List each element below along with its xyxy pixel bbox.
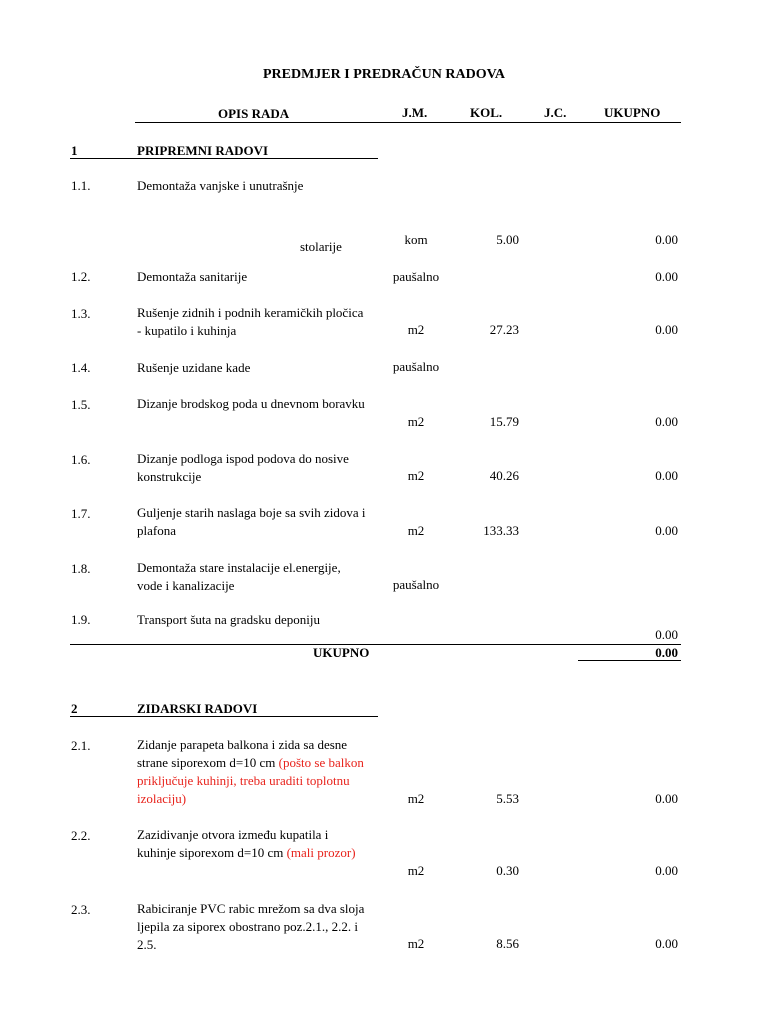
item-number: 1.5.: [71, 397, 91, 412]
item-quantity: 8.56: [496, 936, 519, 951]
section-title: PRIPREMNI RADOVI: [137, 143, 269, 158]
sum-label: UKUPNO: [313, 645, 370, 660]
item-number: 1.1.: [71, 178, 91, 193]
item-description-cont: stolarije: [300, 239, 342, 254]
section-divider: [70, 158, 378, 159]
item-description: Rušenje uzidane kade: [137, 360, 251, 375]
item-description: Rušenje zidnih i podnih keramičkih pločica - kupatilo i kuhinja: [137, 305, 364, 338]
item-total: 0.00: [655, 232, 678, 247]
item-description: [137, 826, 369, 862]
column-header-opis: OPIS RADA: [218, 106, 290, 121]
item-total: 0.00: [655, 627, 678, 642]
item-number: 1.2.: [71, 269, 91, 284]
item-description: Demontaža stare instalacije el.energije, vode i kanalizacije: [137, 560, 341, 593]
item-number: 1.8.: [71, 561, 91, 576]
item-note: (pošto se balkon priključuje kuhinji, treba uraditi toplotnu izolaciju): [137, 755, 364, 806]
item-unit: m2: [407, 322, 425, 337]
item-number: 2.1.: [71, 738, 91, 753]
item-quantity: 0.30: [496, 863, 519, 878]
item-total: 0.00: [655, 414, 678, 429]
item-unit: m2: [407, 791, 425, 806]
column-header-kol: KOL.: [470, 105, 503, 120]
item-number: 1.7.: [71, 506, 91, 521]
item-quantity: 5.00: [496, 232, 519, 247]
item-total: 0.00: [655, 523, 678, 538]
item-total: 0.00: [655, 322, 678, 337]
item-number: 1.6.: [71, 452, 91, 467]
section-number: 1: [71, 143, 78, 158]
item-description-text: Zazidivanje otvora između kupatila i kuhinje siporexom d=10 cm: [137, 827, 329, 860]
column-header-jc: J.C.: [544, 105, 567, 120]
item-description: Dizanje podloga ispod podova do nosive konstrukcije: [137, 451, 349, 484]
page-title: PREDMJER I PREDRAČUN RADOVA: [262, 67, 506, 82]
item-description: Dizanje brodskog poda u dnevnom boravku: [137, 396, 365, 411]
item-unit: m2: [407, 863, 425, 878]
item-number: 1.3.: [71, 306, 91, 321]
item-unit: m2: [407, 468, 425, 483]
item-quantity: 27.23: [489, 322, 519, 337]
item-description: Rabiciranje PVC rabic mrežom sa dva sloja ljepila za siporex obostrano poz.2.1., 2.2. i 2.5.: [137, 901, 365, 952]
section-number: 2: [71, 701, 78, 716]
item-unit: kom: [404, 232, 428, 247]
header-divider: [135, 122, 681, 123]
item-number: 1.4.: [71, 360, 91, 375]
item-unit: paušalno: [392, 359, 440, 374]
item-total: 0.00: [655, 269, 678, 284]
item-unit: m2: [407, 936, 425, 951]
item-description: Demontaža sanitarije: [137, 269, 248, 284]
item-note: (mali prozor): [286, 845, 356, 860]
column-header-ukupno: UKUPNO: [604, 105, 661, 120]
section-divider: [70, 716, 378, 717]
item-description: [137, 736, 369, 808]
item-description: Guljenje starih naslaga boje sa svih zidova i plafona: [137, 505, 366, 538]
item-total: 0.00: [655, 468, 678, 483]
item-unit: m2: [407, 523, 425, 538]
sum-value: 0.00: [655, 645, 678, 660]
item-quantity: 133.33: [483, 523, 519, 538]
item-unit: paušalno: [392, 269, 440, 284]
item-quantity: 5.53: [496, 791, 519, 806]
item-description: Demontaža vanjske i unutrašnje: [137, 178, 304, 193]
item-description: Transport šuta na gradsku deponiju: [137, 612, 320, 627]
item-total: 0.00: [655, 863, 678, 878]
column-header-jm: J.M.: [402, 105, 428, 120]
item-unit: m2: [407, 414, 425, 429]
sum-underline: [578, 660, 681, 661]
item-description-text: Zidanje parapeta balkona i zida sa desne strane siporexom d=10 cm: [137, 737, 348, 770]
item-number: 2.2.: [71, 828, 91, 843]
item-total: 0.00: [655, 936, 678, 951]
item-quantity: 40.26: [489, 468, 519, 483]
section-title: ZIDARSKI RADOVI: [137, 701, 258, 716]
item-number: 1.9.: [71, 612, 91, 627]
item-quantity: 15.79: [489, 414, 519, 429]
item-number: 2.3.: [71, 902, 91, 917]
item-total: 0.00: [655, 791, 678, 806]
item-unit: paušalno: [392, 577, 440, 592]
